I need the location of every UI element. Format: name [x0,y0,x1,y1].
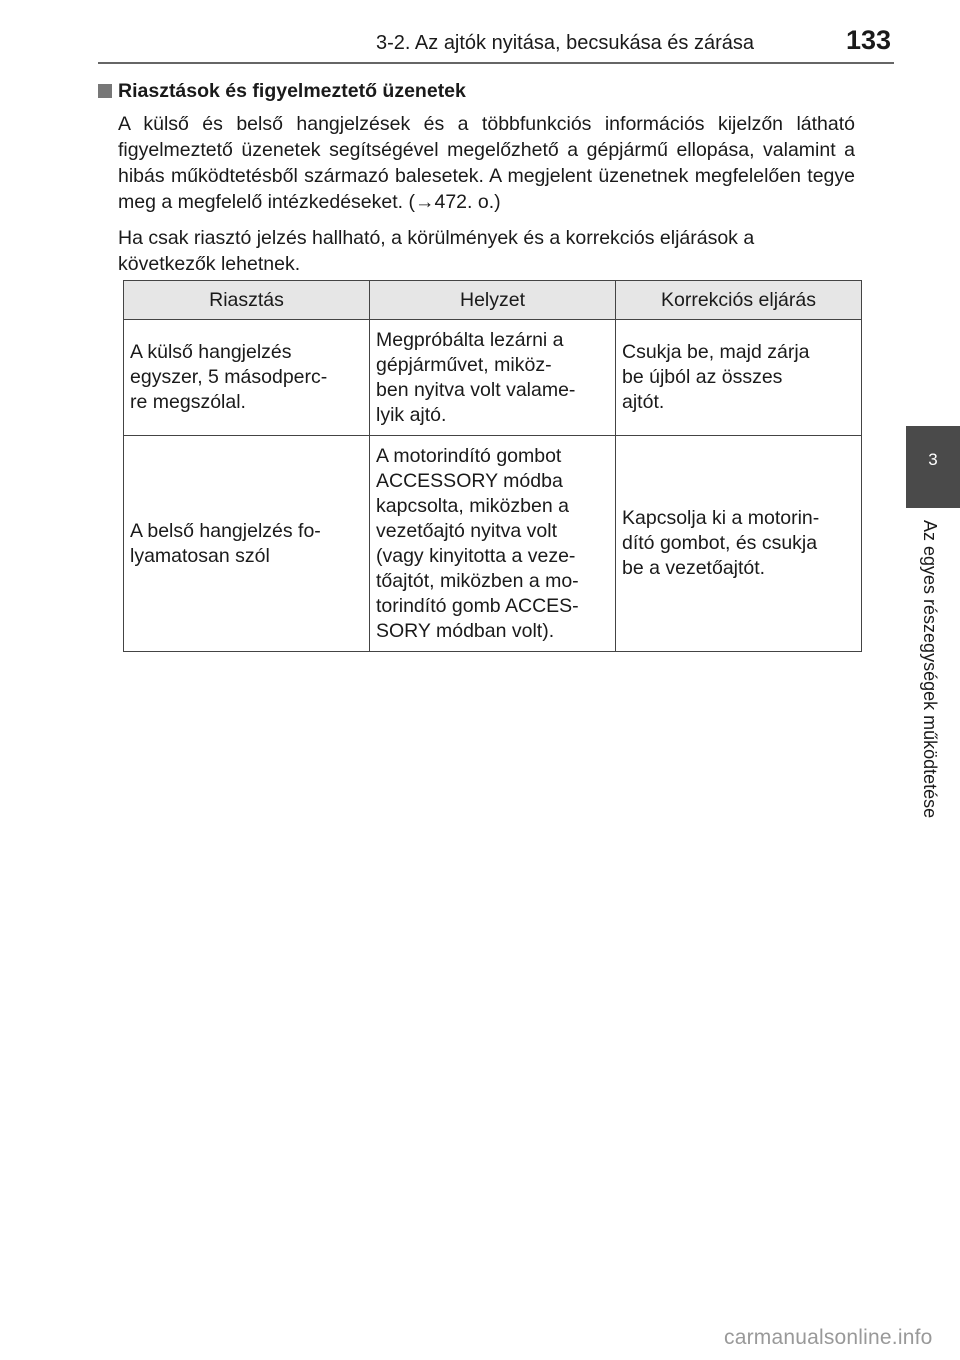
chapter-tab [906,426,960,508]
chapter-number: 3 [928,450,938,469]
table-cell [124,320,370,436]
table-cell [616,436,862,652]
table-row [124,436,862,652]
table-cell [370,436,616,652]
section-heading-text: Riasztások és figyelmeztető üzenetek [118,80,466,102]
intro-paragraph: A külső és belső hangjelzések és a többfunkciós információs kijelzőn látható figyelmeztető üzenetek segítségével megelőzhető a gépjármű ellopása, valamint a hibás működtetésből származó balesetek. A megjelent üzenetnek megfelelően tegye meg a megfelelő intézkedéseket. (→472. o.) [118,113,855,213]
main-content [98,78,860,277]
alarm-table [123,280,862,652]
header-rule [98,62,894,64]
table-cell [616,320,862,436]
cell-text: Kapcsolja ki a motorin- dító gombot, és csukja be a vezetőajtót. [622,507,820,579]
table-row [124,320,862,436]
cell-text: A külső hangjelzés egyszer, 5 másodperc- re megszólal. [130,341,328,413]
cell-text: Csukja be, majd zárja be újból az összes ajtót. [622,341,810,413]
table-cell [370,320,616,436]
page-header [0,0,960,64]
section-heading [98,78,860,104]
watermark: carmanualsonline.info [724,1326,933,1349]
chapter-title: Az egyes részegységek működtetése [920,520,940,819]
alarm-paragraph: Ha csak riasztó jelzés hallható, a körülmények és a korrekciós eljárások a következők lehetnek. [118,227,755,275]
column-header: Riasztás [124,281,370,320]
column-header: Korrekciós eljárás [616,281,862,320]
page-number: 133 [846,25,892,55]
cell-text: A motorindító gombot ACCESSORY módba kapcsolta, miközben a vezetőajtó nyitva volt (vagy kinyitotta a veze- tőajtót, miközben a mo- torindító gomb ACCES- SORY módban volt). [376,444,579,642]
column-header: Helyzet [370,281,616,320]
table-cell [124,436,370,652]
square-bullet-icon [98,84,112,98]
cell-text: A belső hangjelzés fo- lyamatosan szól [130,519,321,567]
table-header-row [124,281,862,320]
section-title: 3-2. Az ajtók nyitása, becsukása és zárása [376,32,754,54]
cell-text: Megpróbálta lezárni a gépjárművet, miköz- ben nyitva volt valame- lyik ajtó. [376,328,576,426]
